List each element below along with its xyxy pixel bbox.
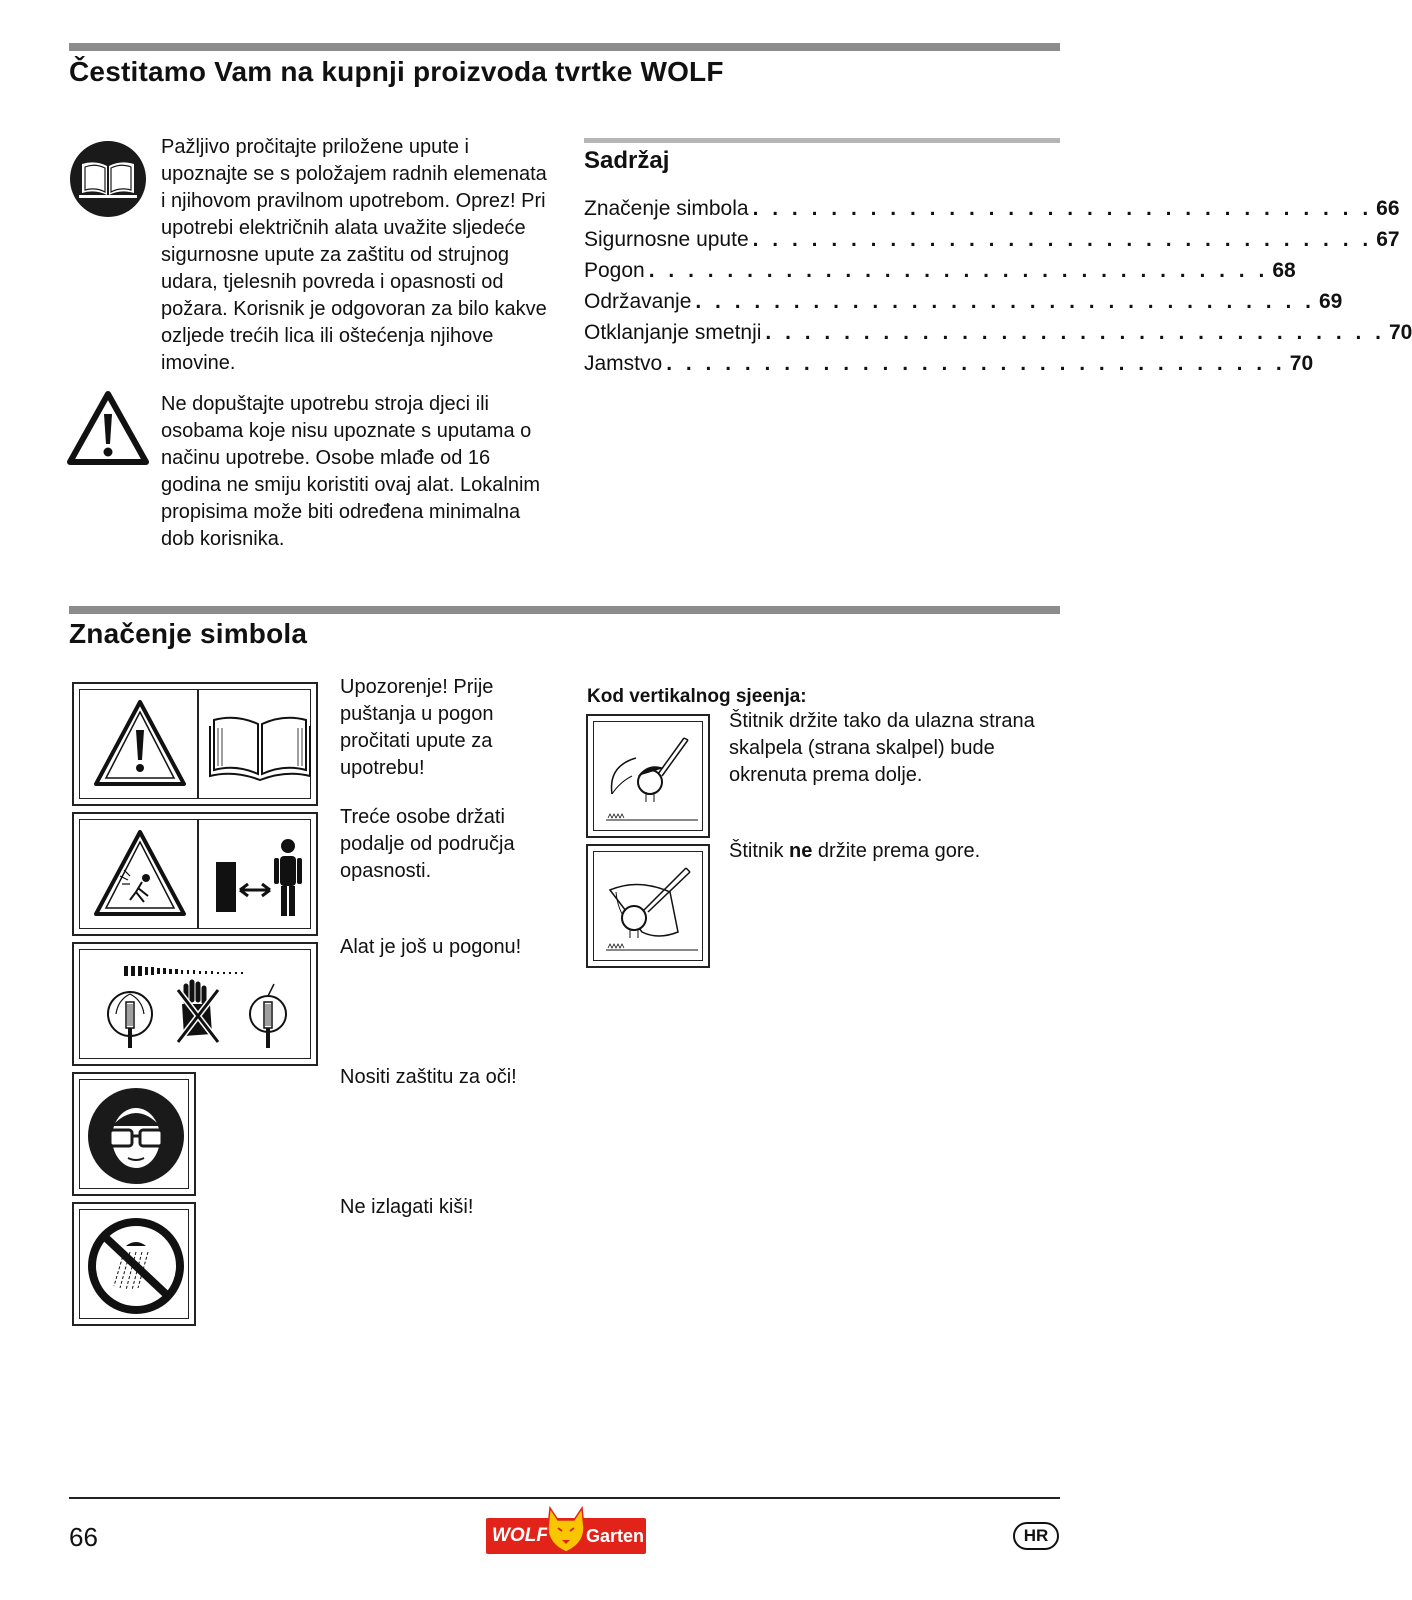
symbol-eye-protection-text: Nositi zaštitu za oči! xyxy=(340,1066,517,1088)
guard-correct-text: Štitnik držite tako da ulazna strana skalpela (strana skalpel) bude okrenuta prema dolje. xyxy=(729,710,1035,786)
manual-book-icon xyxy=(69,140,147,223)
toc-item[interactable] xyxy=(584,221,1400,252)
tool-running-icon xyxy=(88,956,308,1060)
toc-rule xyxy=(584,138,1060,143)
symbol-keep-distance xyxy=(72,812,318,936)
toc-item-page: 66 xyxy=(1376,197,1400,220)
page-number: 66 xyxy=(69,1522,98,1552)
guard-wrong-text: Štitnik ne držite prema gore. xyxy=(729,840,981,862)
symbol-eye-protection xyxy=(72,1072,196,1196)
symbols-title: Značenje simbola xyxy=(69,618,308,649)
toc-item-label: Sigurnosne upute xyxy=(584,228,749,251)
symbol-read-manual-text: Upozorenje! Prije puštanja u pogon pročitati upute za upotrebu! xyxy=(340,676,494,779)
trimmer-guard-down-icon xyxy=(598,726,702,830)
flying-debris-warning-icon xyxy=(92,826,188,922)
language-badge xyxy=(1013,1522,1059,1550)
header-rule xyxy=(69,43,1060,51)
toc-title: Sadržaj xyxy=(584,147,670,174)
toc-item-label: Otklanjanje smetnji xyxy=(584,321,762,344)
footer-rule xyxy=(69,1497,1060,1499)
warning-triangle-icon xyxy=(92,696,188,792)
toc-leader: . . . . . . . . . . . . . . . . . . . . . . . . . . . . . . . . xyxy=(648,259,1269,282)
language-code: HR xyxy=(1023,1526,1049,1545)
symbol-read-manual xyxy=(72,682,318,806)
logo-text-right: Garten xyxy=(586,1526,645,1546)
symbol-tool-running xyxy=(72,942,318,1066)
toc-item-page: 69 xyxy=(1318,290,1343,313)
logo-text-left: WOLF xyxy=(492,1525,548,1546)
page-title: Čestitamo Vam na kupnji proizvoda tvrtke WOLF xyxy=(69,56,724,87)
eye-protection-icon xyxy=(86,1086,186,1186)
toc-item[interactable] xyxy=(584,314,1412,345)
toc-item-label: Značenje simbola xyxy=(584,197,749,220)
wolf-garten-logo xyxy=(486,1518,646,1554)
toc-item[interactable] xyxy=(584,190,1400,221)
toc-leader: . . . . . . . . . . . . . . . . . . . . . . . . . . . . . . . . xyxy=(666,352,1286,375)
intro-paragraph-1: Pažljivo pročitajte priložene upute i upoznajte se s položajem radnih elemenata i njihovom pravilnom upotrebom. Oprez! Pri upotrebi električnih alata uvažite sljedeće sigurnosne upute za zaštitu od strujnog udara, tjelesnih povreda i opasnosti od požara. Korisnik je odgovoran za bilo kakve ozljede trećih lica ili oštećenja njihove imovine. xyxy=(161,136,547,374)
fox-head-icon xyxy=(544,1504,588,1554)
symbol-no-rain xyxy=(72,1202,196,1326)
intro-paragraph-2: Ne dopuštajte upotrebu stroja djeci ili osobama koje nisu upoznate s uputama o načinu upotrebe. Osobe mlađe od 16 godina ne smiju koristiti ovaj alat. Lokalnim propisima može biti određena minimalna dob korisnika. xyxy=(161,393,541,550)
toc-item[interactable] xyxy=(584,345,1314,376)
warning-triangle-icon xyxy=(66,388,150,473)
toc-leader: . . . . . . . . . . . . . . . . . . . . . . . . . . . . . . . . xyxy=(765,321,1385,344)
symbol-no-rain-text: Ne izlagati kiši! xyxy=(340,1196,474,1218)
toc-leader: . . . . . . . . . . . . . . . . . . . . . . . . . . . . . . . . xyxy=(752,228,1373,251)
guard-wrong-image xyxy=(586,844,710,968)
guard-correct-image xyxy=(586,714,710,838)
toc-item-label: Pogon xyxy=(584,259,645,282)
toc-item-page: 70 xyxy=(1389,321,1412,344)
toc-item-page: 70 xyxy=(1289,352,1314,375)
toc-item-label: Održavanje xyxy=(584,290,692,313)
vertical-cutting-title: Kod vertikalnog sjeenja: xyxy=(587,686,807,707)
person-distance-icon xyxy=(208,830,312,926)
toc-leader: . . . . . . . . . . . . . . . . . . . . . . . . . . . . . . . . xyxy=(695,290,1315,313)
symbol-keep-distance-text: Treće osobe držati podalje od područja opasnosti. xyxy=(340,806,515,882)
symbol-tool-running-text: Alat je još u pogonu! xyxy=(340,936,522,958)
toc-leader: . . . . . . . . . . . . . . . . . . . . . . . . . . . . . . . . xyxy=(752,197,1373,220)
book-icon xyxy=(208,708,312,786)
toc-item[interactable] xyxy=(584,252,1296,283)
toc-item-label: Jamstvo xyxy=(584,352,663,375)
trimmer-guard-up-icon xyxy=(598,856,702,960)
no-rain-icon xyxy=(86,1216,186,1316)
symbols-rule xyxy=(69,606,1060,614)
toc-item-page: 68 xyxy=(1272,259,1296,282)
toc-item-page: 67 xyxy=(1376,228,1400,251)
toc-item[interactable] xyxy=(584,283,1343,314)
